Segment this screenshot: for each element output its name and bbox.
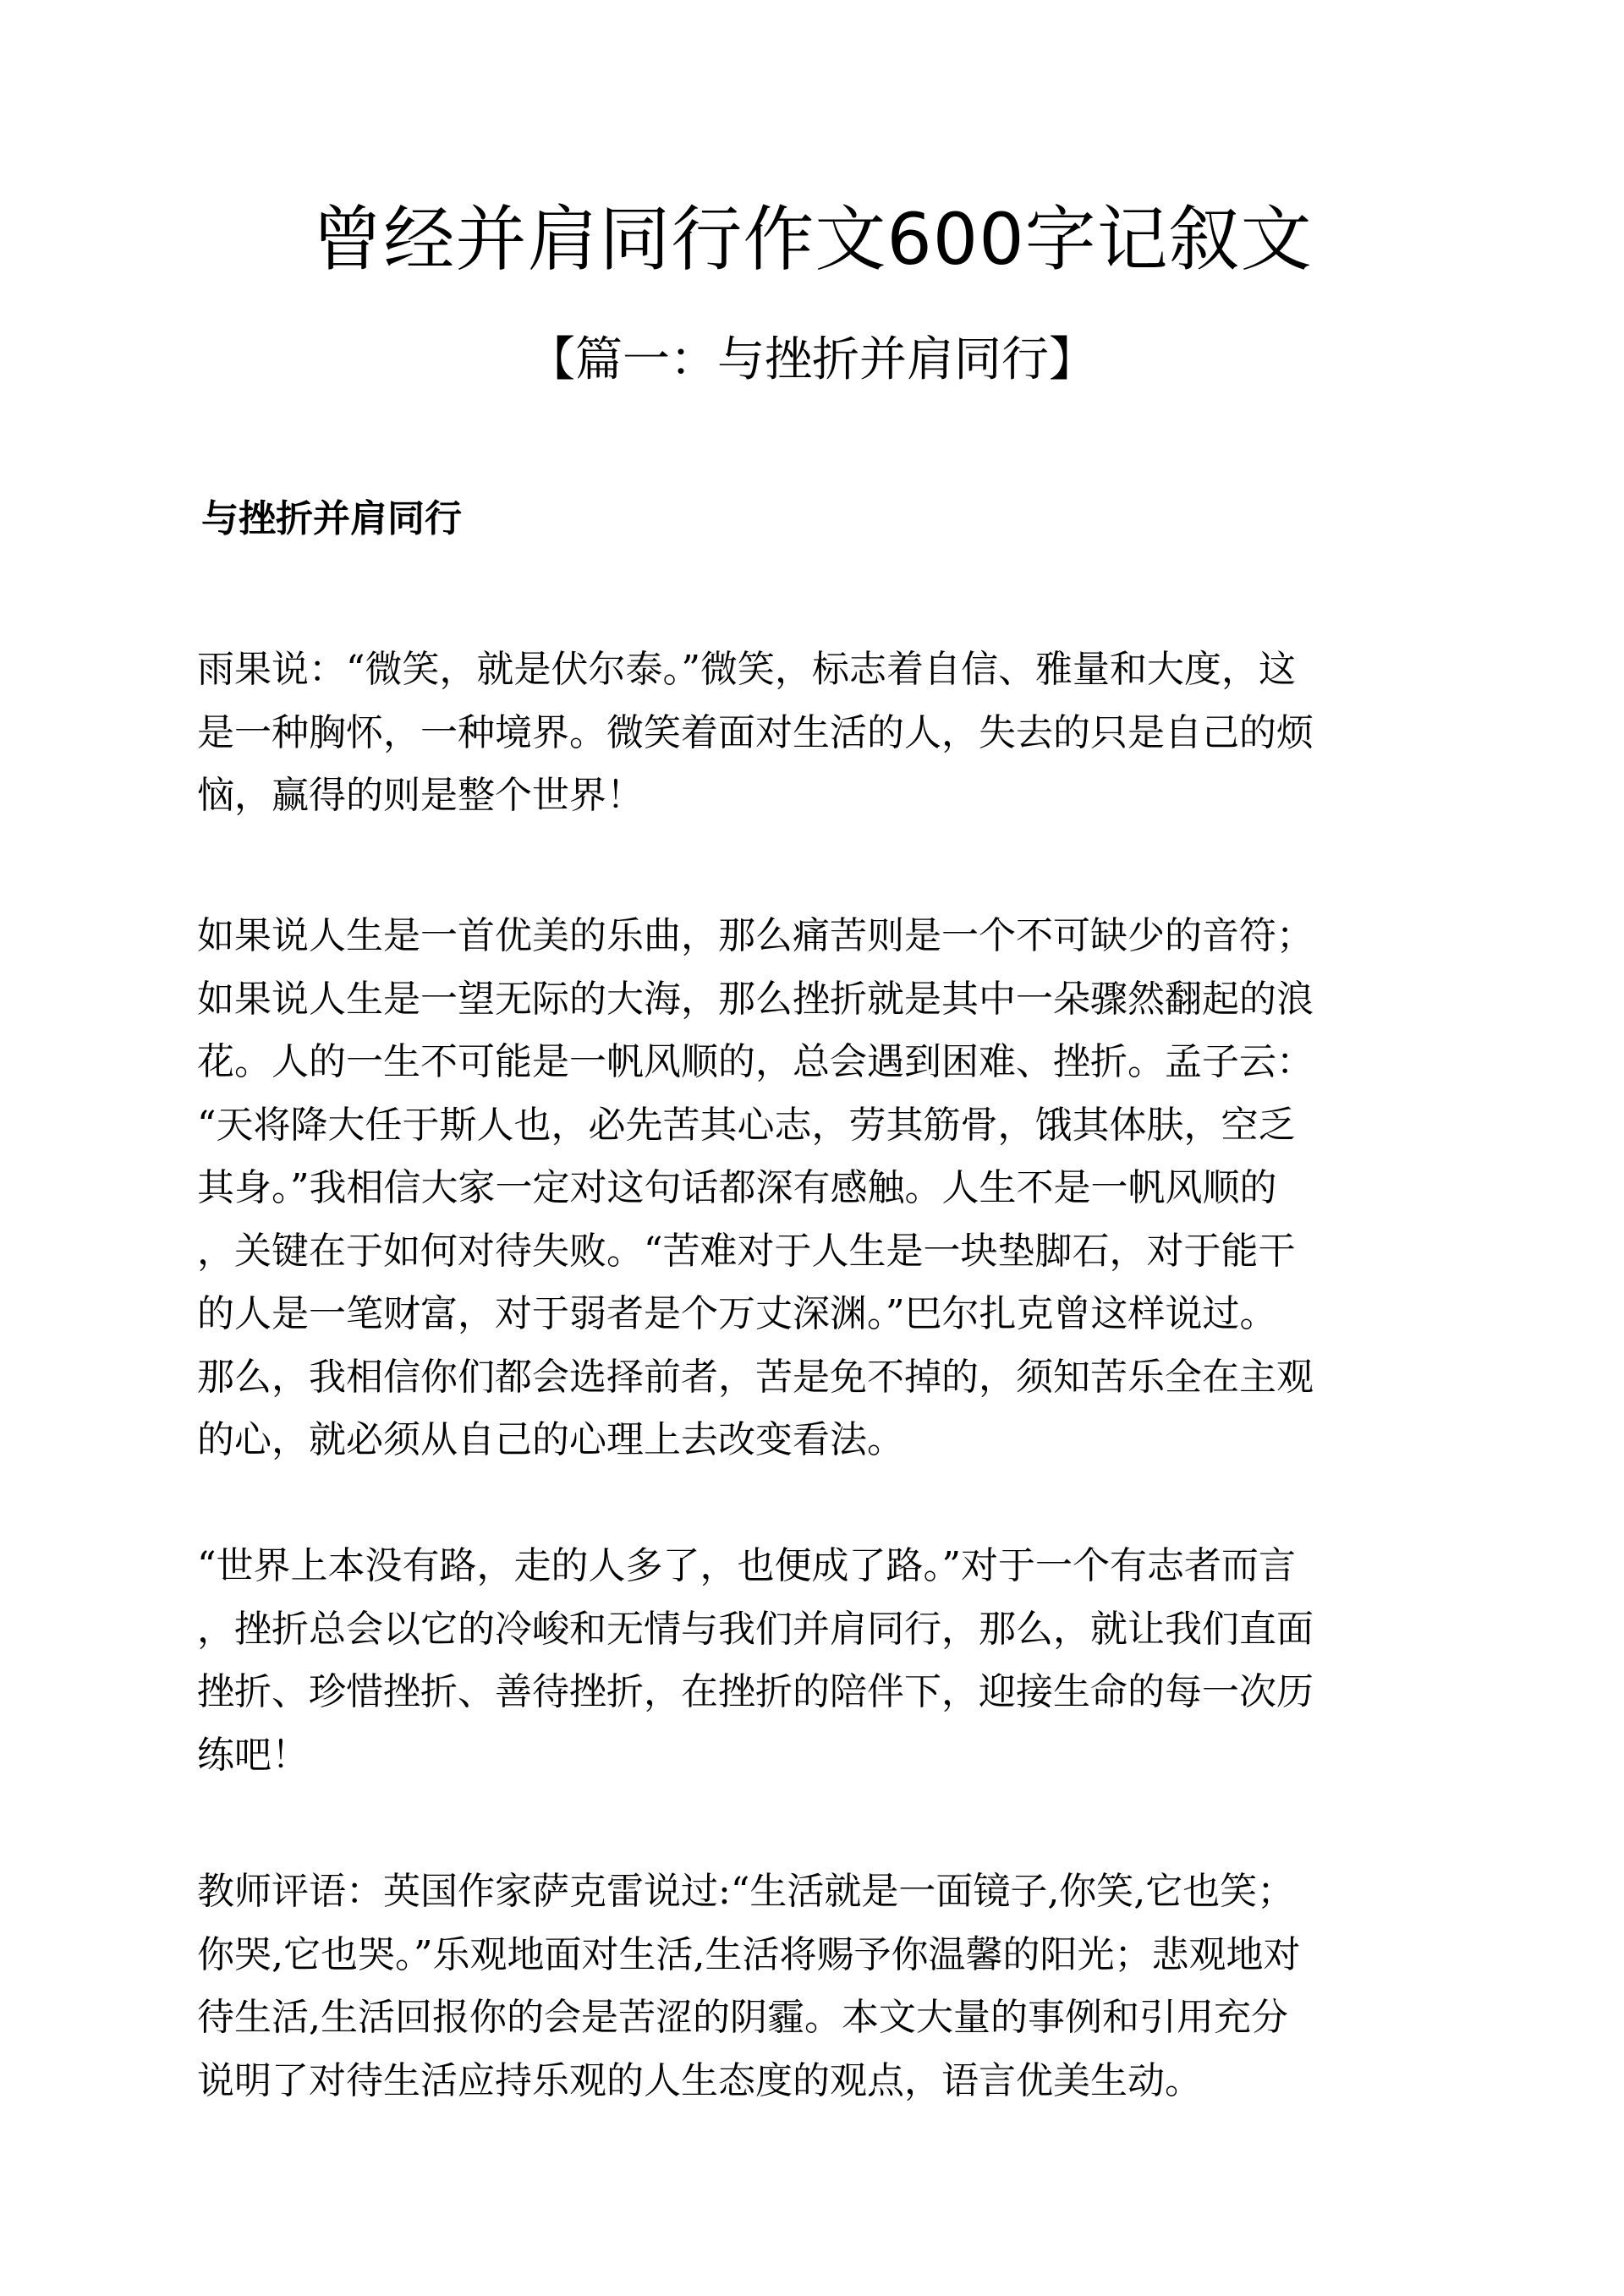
paragraph-3	[197, 1535, 1436, 1787]
paragraph-line: 如果说人生是一望无际的大海，那么挫折就是其中一朵骤然翻起的浪	[197, 977, 1314, 1021]
paragraph-1	[197, 638, 1436, 828]
document-subtitle: 【篇一：与挫折并肩同行】	[528, 332, 1096, 387]
paragraph-line: “天将降大任于斯人也，必先苦其心志，劳其筋骨，饿其体肤，空乏	[197, 1103, 1296, 1147]
paragraph-line: 其身。”我相信大家一定对这句话都深有感触。人生不是一帆风顺的	[197, 1166, 1277, 1209]
document-title: 曾经并肩同行作文600字记叙文	[311, 198, 1313, 281]
paragraph-line: 说明了对待生活应持乐观的人生态度的观点，语言优美生动。	[197, 2058, 1202, 2102]
paragraph-line: 那么，我相信你们都会选择前者，苦是免不掉的，须知苦乐全在主观	[197, 1355, 1314, 1399]
paragraph-line: “世界上本没有路，走的人多了，也便成了路。”对于一个有志者而言	[197, 1544, 1296, 1587]
paragraph-line: 挫折、珍惜挫折、善待挫折，在挫折的陪伴下，迎接生命的每一次历	[197, 1670, 1314, 1713]
paragraph-line: 的人是一笔财富，对于弱者是个万丈深渊。”巴尔扎克曾这样说过。	[197, 1292, 1277, 1335]
paragraph-line: 花。人的一生不可能是一帆风顺的，总会遇到困难、挫折。孟子云：	[197, 1040, 1314, 1083]
paragraph-line: 待生活,生活回报你的会是苦涩的阴霾。本文大量的事例和引用充分	[197, 1996, 1288, 2039]
paragraph-line: 雨果说：“微笑，就是伏尔泰。”微笑，标志着自信、雅量和大度，这	[197, 648, 1296, 691]
paragraph-4	[197, 1860, 1436, 2112]
paragraph-line: 如果说人生是一首优美的乐曲，那么痛苦则是一个不可缺少的音符；	[197, 914, 1314, 957]
paragraph-line: 恼，赢得的则是整个世界！	[197, 774, 644, 817]
paragraph-line: 的心，就必须从自己的心理上去改变看法。	[197, 1418, 904, 1461]
paragraph-line: 练吧！	[197, 1733, 309, 1777]
section-heading: 与挫折并肩同行	[201, 497, 462, 540]
paragraph-line: 是一种胸怀，一种境界。微笑着面对生活的人，失去的只是自己的烦	[197, 710, 1314, 754]
paragraph-line: 教师评语：英国作家萨克雷说过:“生活就是一面镜子,你笑,它也笑；	[197, 1870, 1295, 1913]
paragraph-2	[197, 905, 1436, 1472]
paragraph-line: ，挫折总会以它的冷峻和无情与我们并肩同行，那么，就让我们直面	[197, 1607, 1314, 1651]
paragraph-line: ，关键在于如何对待失败。“苦难对于人生是一块垫脚石，对于能干	[197, 1229, 1296, 1273]
paragraph-line: 你哭,它也哭。”乐观地面对生活,生活将赐予你温馨的阳光；悲观地对	[197, 1932, 1301, 1976]
